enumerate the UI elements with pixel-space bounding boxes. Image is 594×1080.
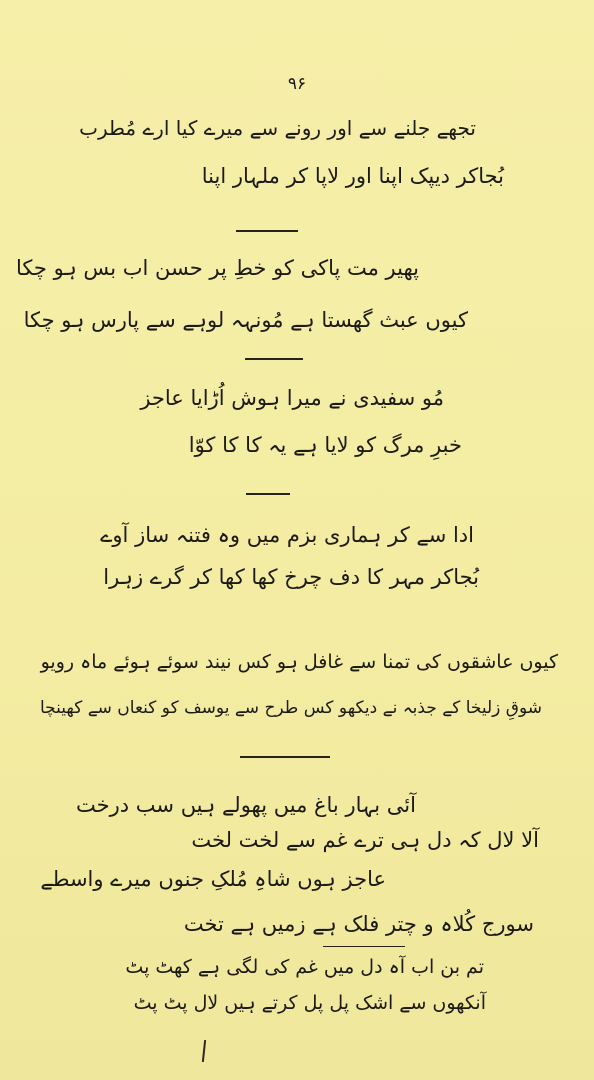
verse-line: مُو سفیدی نے میرا ہوش اُڑایا عاجز bbox=[140, 386, 444, 410]
verse-line: شوقِ زلیخا کے جذبہ نے دیکھو کس طرح سے یوسف کو کنعاں سے کھینچا bbox=[39, 698, 542, 718]
verse-line: بُجاکر مہر کا دف چرخ کھا کھا کر گرے زہرا bbox=[103, 565, 479, 589]
verse-line: پھیر مت پاکی کو خطِ پر حسن اب بس ہو چکا bbox=[15, 256, 419, 280]
verse-divider bbox=[245, 358, 303, 360]
verse-line: خبرِ مرگ کو لایا ہے یہ کا کا کوّا bbox=[188, 433, 462, 457]
verse-line: تجھے جلنے سے اور رونے سے میرے کیا ارے مُطرب bbox=[79, 116, 476, 140]
handwritten-underline bbox=[323, 946, 405, 947]
verse-line: کیوں عاشقوں کی تمنا سے غافل ہو کس نیند سوئے ہوئے ماہ رویو bbox=[40, 651, 558, 673]
verse-line: آنکھوں سے اشک پل پل کرتے ہیں لال پٹ پٹ bbox=[133, 992, 486, 1014]
verse-divider bbox=[240, 756, 330, 758]
page-number: ۹۶ bbox=[287, 74, 307, 94]
verse-line: ادا سے کر ہماری بزم میں وہ فتنہ ساز آوے bbox=[100, 523, 474, 547]
verse-line: سورج کُلاہ و چتر فلک ہے زمیں ہے تخت bbox=[183, 912, 534, 936]
verse-line: تم بن اب آہ دل میں غم کی لگی ہے کھٹ پٹ bbox=[125, 956, 484, 978]
verse-line: آلا لال کہ دل ہی ترے غم سے لخت لخت bbox=[191, 828, 539, 852]
verse-line: آئی بہار باغ میں پھولے ہیں سب درخت bbox=[76, 793, 416, 817]
pen-mark bbox=[202, 1040, 206, 1062]
verse-divider bbox=[236, 230, 298, 232]
verse-divider bbox=[246, 493, 290, 495]
verse-line: بُجاکر دیپک اپنا اور لاپا کر ملہار اپنا bbox=[201, 164, 504, 188]
verse-line: عاجز ہوں شاہِ مُلکِ جنوں میرے واسطے bbox=[40, 867, 386, 891]
verse-line: کیوں عبث گھستا ہے مُونہہ لوہے سے پارس ہو چکا bbox=[23, 308, 468, 332]
